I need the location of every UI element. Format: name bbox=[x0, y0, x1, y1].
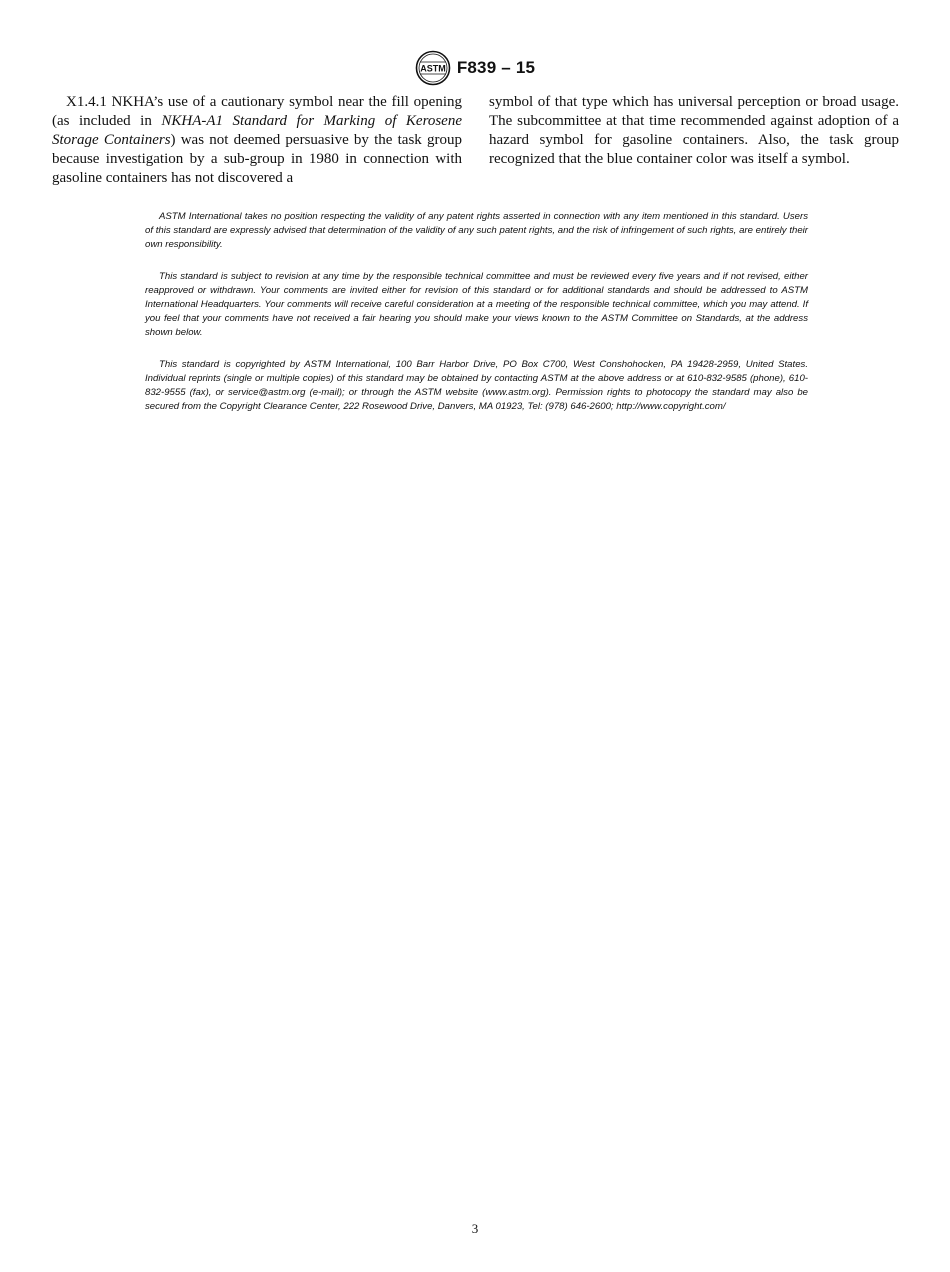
paragraph-x1-4-1 bbox=[52, 93, 462, 188]
paragraph-text-start: X1.4.1 NKHA’s use of a cautionary symbol near the fill opening (as included in bbox=[52, 94, 462, 129]
revision-notice: This standard is subject to revision at any time by the responsible technical committee and must be reviewed every five years and if not revised, either reapproved or withdrawn. Your comments are invited either for revision of this standard or for additional standards and should be addressed to ASTM International Headquarters. Your comments will receive careful consideration at a meeting of the responsible technical committee, which you may attend. If you feel that your comments have not received a fair hearing you should make your views known to the ASTM Committee on Standards, at the address shown below. bbox=[145, 271, 808, 338]
left-column bbox=[52, 93, 462, 188]
page-number: 3 bbox=[471, 1221, 479, 1236]
paragraph-text-end: ) was not deemed persuasive by the task group because investigation by a sub-group in 1980 in connection with gasoline containers has not discovered a bbox=[52, 132, 462, 186]
astm-logo-text: ASTM bbox=[420, 63, 446, 74]
right-column bbox=[489, 93, 899, 169]
legal-notices bbox=[145, 210, 808, 432]
patent-notice: ASTM International takes no position respecting the validity of any patent rights asserted in connection with any item mentioned in this standard. Users of this standard are expressly advised that determination of the validity of any such patent rights, and the risk of infringement of such rights, are entirely their own responsibility. bbox=[145, 211, 808, 250]
standard-title-italic: NKHA-A1 Standard for Marking of Kerosene Storage Containers bbox=[52, 113, 462, 148]
astm-logo-icon bbox=[415, 50, 451, 86]
copyright-notice: This standard is copyrighted by ASTM International, 100 Barr Harbor Drive, PO Box C700, West Conshohocken, PA 19428-2959, United States. Individual reprints (single or multiple copies) of this standard may be obtained by contacting ASTM at the above address or at 610-832-9585 (phone), 610-832-9555 (fax), or service@astm.org (e-mail); or through the ASTM website (www.astm.org). Permission rights to photocopy the standard may also be secured from the Copyright Clearance Center, 222 Rosewood Drive, Danvers, MA 01923, Tel: (978) 646-2600; http://www.copyright.com/ bbox=[145, 359, 808, 412]
page-header bbox=[0, 50, 950, 86]
standard-designation: F839 – 15 bbox=[456, 58, 536, 77]
paragraph-continuation: symbol of that type which has universal perception or broad usage. The subcommittee at that time recommended against adoption of a hazard symbol for gasoline containers. Also, the task group recognized that the blue container color was itself a symbol. bbox=[489, 94, 899, 167]
